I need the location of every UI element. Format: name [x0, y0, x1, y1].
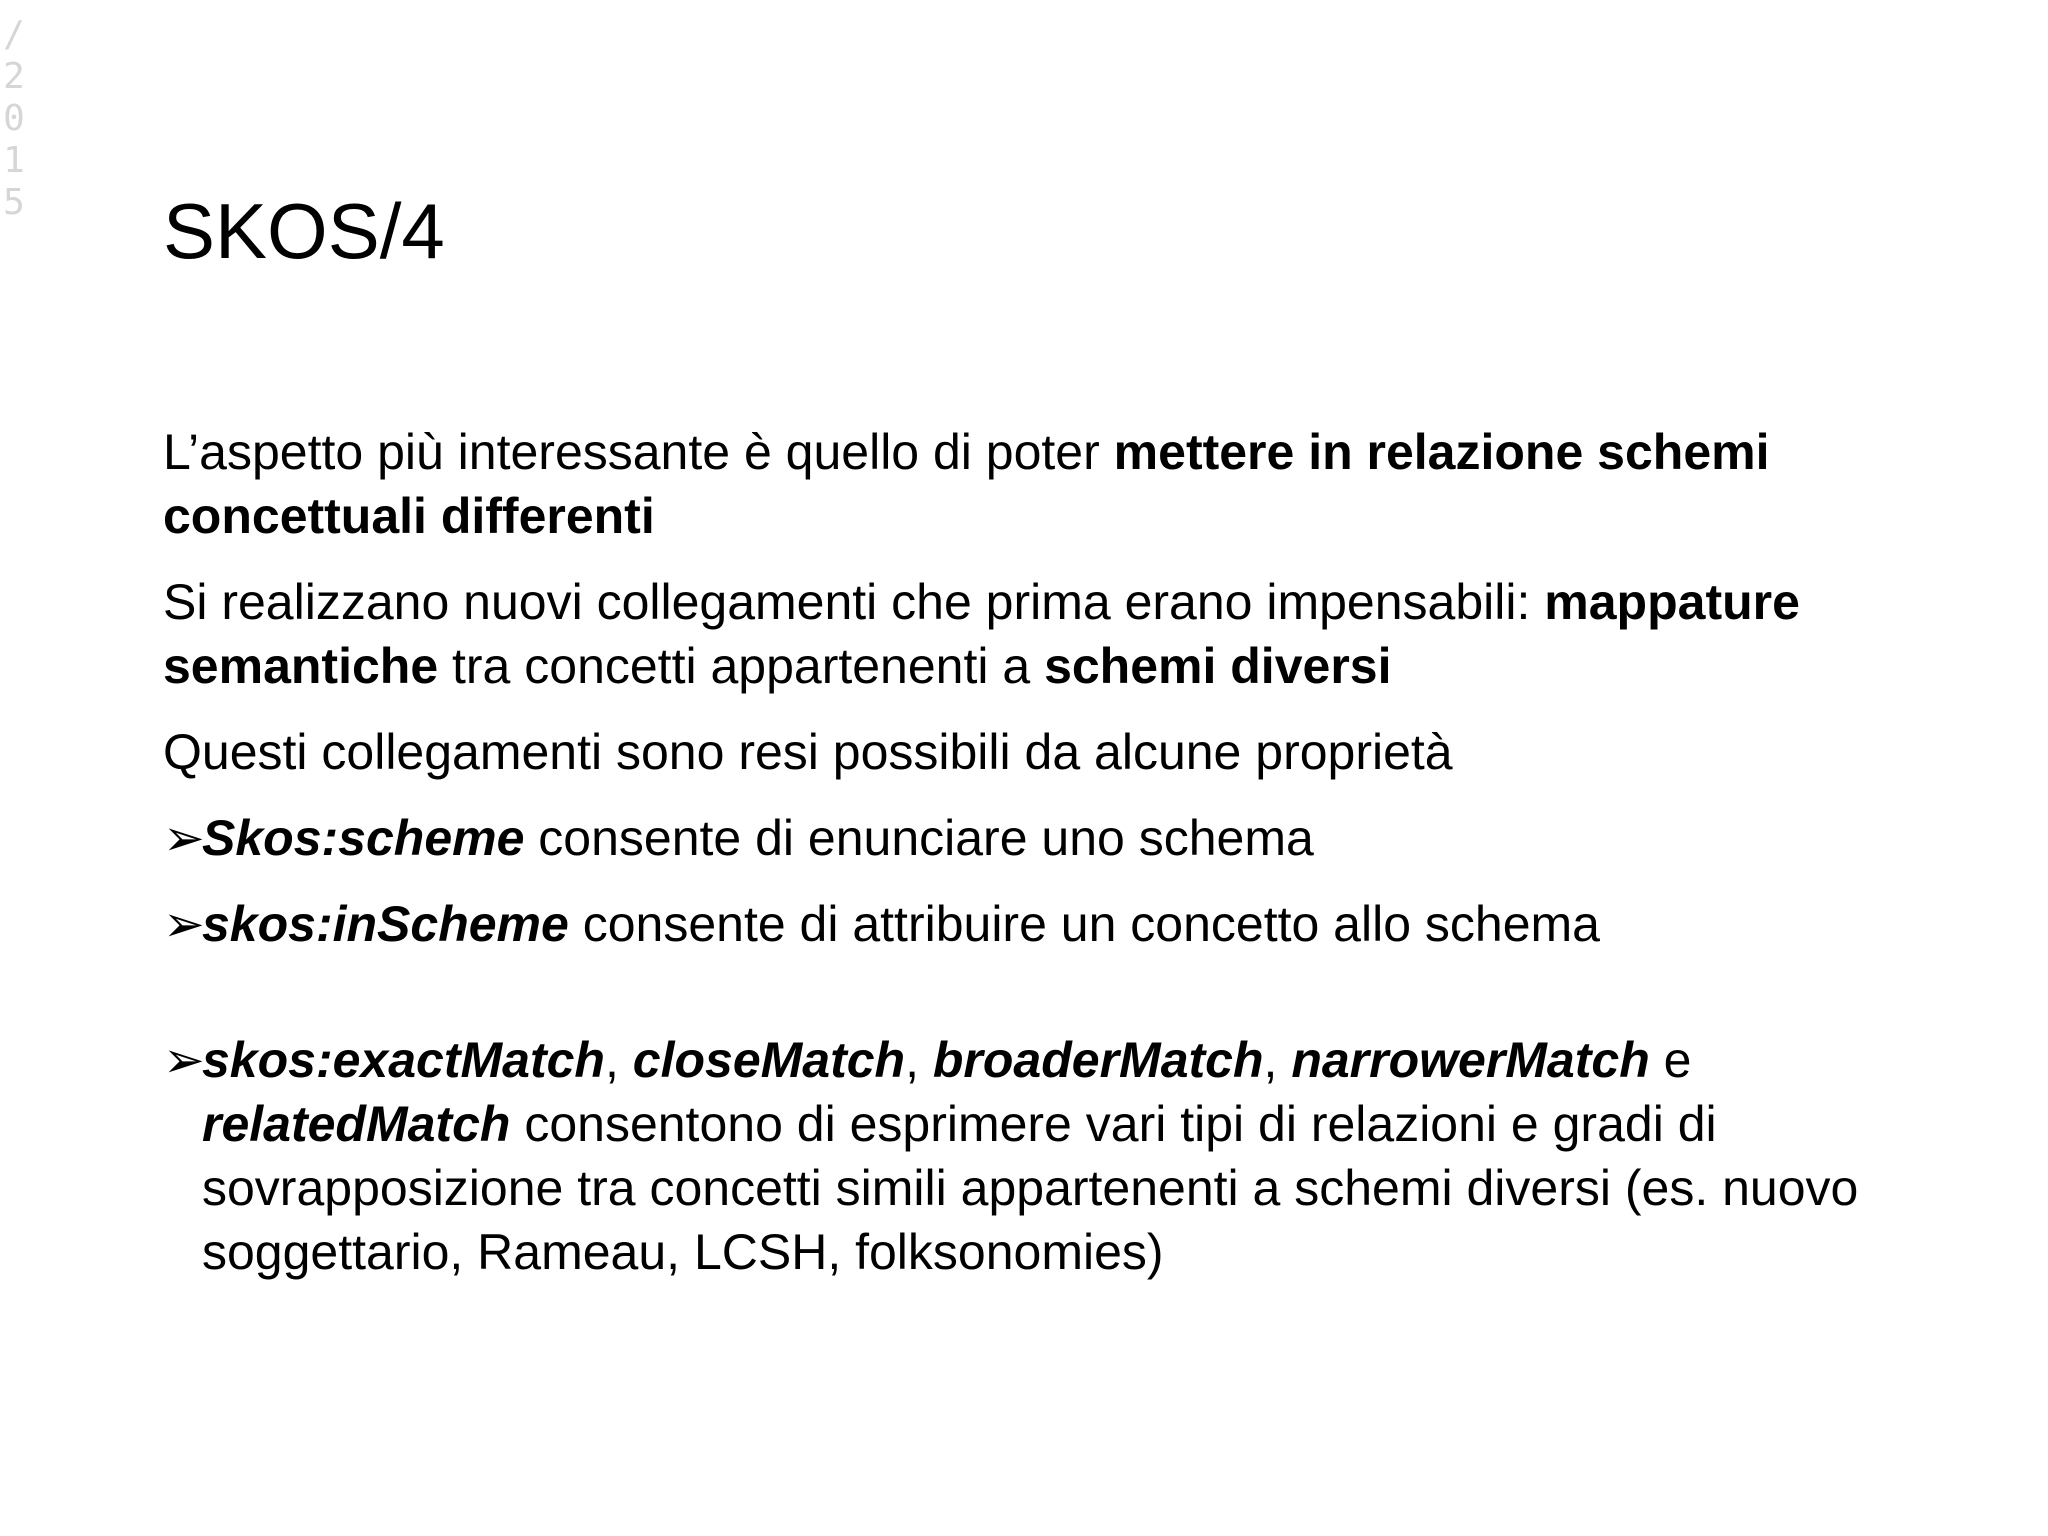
side-date-char: 1 [3, 140, 25, 181]
paragraph-text: Questi collegamenti sono resi possibili da alcune proprietà [163, 724, 1453, 780]
bullet-separator: , [905, 1032, 933, 1088]
bullet-text: consente di enunciare uno schema [524, 810, 1314, 866]
paragraph-links [163, 570, 1963, 698]
slide-title: SKOS/4 [163, 187, 445, 275]
bullet-text: consentono di esprimere vari tipi di relazioni e gradi di sovrapposizione tra concetti simili appartenenti a schemi diversi (es. nuovo soggettario, Rameau, LCSH, folksonomies) [202, 1096, 1859, 1280]
arrow-bullet-icon: ➢ [163, 1031, 205, 1089]
paragraph-properties [163, 720, 1963, 784]
paragraph-bold: mettere in relazione schemi concettuali differenti [163, 424, 1770, 544]
slide-body [163, 420, 1963, 1306]
bullet-term: narrowerMatch [1291, 1032, 1650, 1088]
side-date-char: / [3, 14, 25, 55]
bullet-term: relatedMatch [202, 1096, 511, 1152]
bullet-inscheme [163, 892, 1963, 956]
bullet-term: closeMatch [632, 1032, 906, 1088]
bullet-scheme [163, 806, 1963, 870]
paragraph-text: L’aspetto più interessante è quello di poter [163, 424, 1114, 480]
bullet-term: broaderMatch [932, 1032, 1264, 1088]
bullet-text: consente di attribuire un concetto allo schema [568, 896, 1600, 952]
paragraph-bold: mappature semantiche [163, 574, 1800, 694]
bullet-term: skos:inScheme [202, 896, 569, 952]
side-date-watermark [0, 14, 28, 224]
bullet-separator: e [1649, 1032, 1692, 1088]
paragraph-text: Si realizzano nuovi collegamenti che prima erano impensabili: [163, 574, 1545, 630]
bullet-separator: , [604, 1032, 633, 1088]
side-date-char: 0 [3, 98, 25, 139]
bullet-term: skos:exactMatch [202, 1032, 605, 1088]
bullet-matches [163, 1028, 1963, 1284]
bullet-separator: , [1263, 1032, 1292, 1088]
arrow-bullet-icon: ➢ [163, 809, 205, 867]
paragraph-intro [163, 420, 1963, 548]
arrow-bullet-icon: ➢ [163, 895, 205, 953]
bullet-term: Skos:scheme [202, 810, 525, 866]
paragraph-bold: schemi diversi [1044, 638, 1392, 694]
paragraph-text: tra concetti appartenenti a [438, 638, 1045, 694]
side-date-char: 5 [3, 182, 25, 223]
side-date-char: 2 [3, 56, 25, 97]
